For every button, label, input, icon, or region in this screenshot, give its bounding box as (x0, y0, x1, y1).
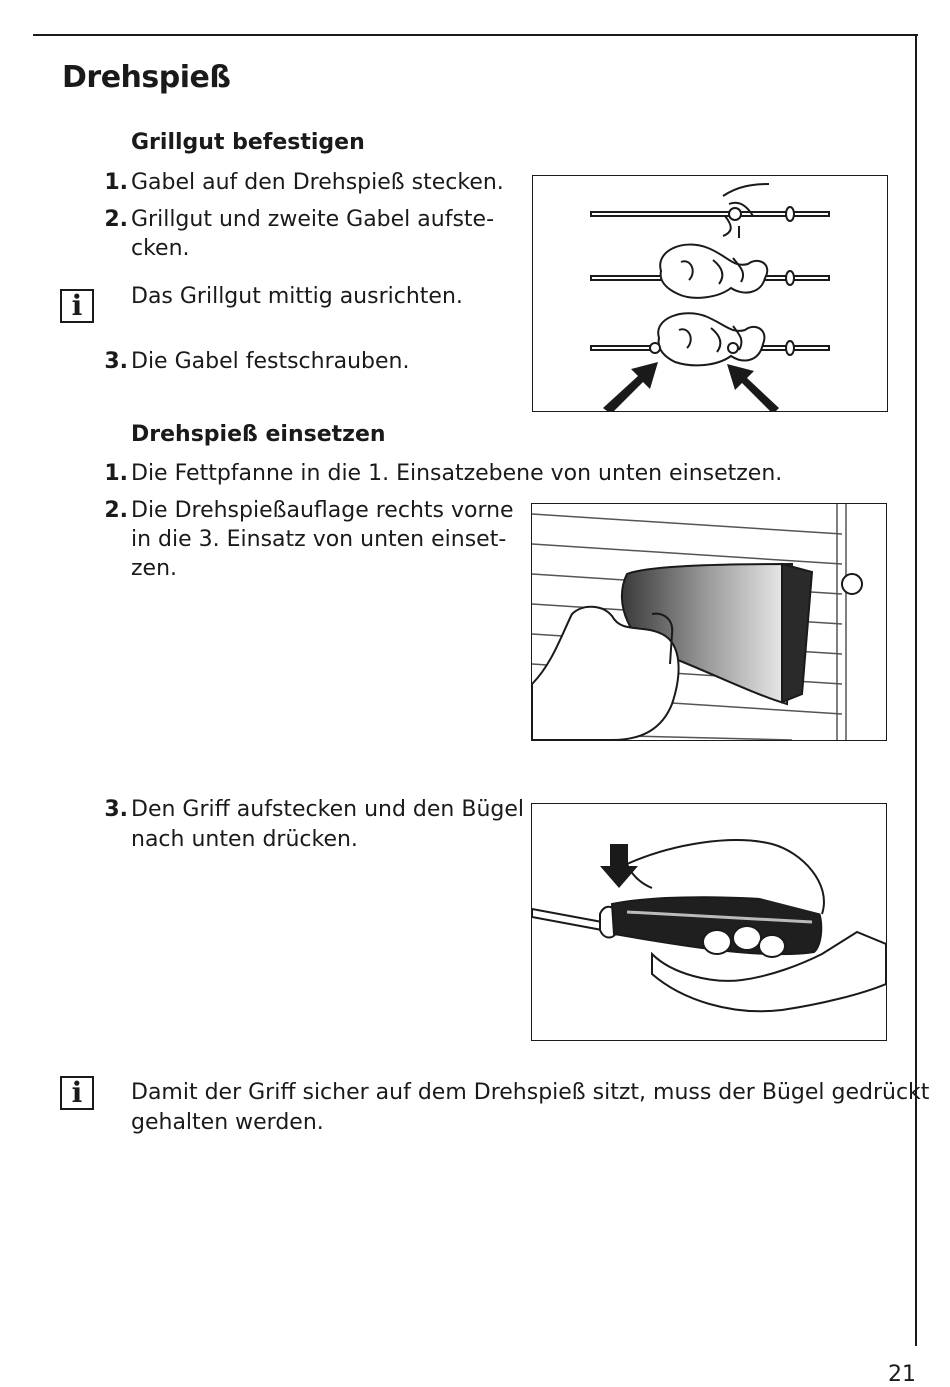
figure-spit-handle (531, 803, 887, 1041)
info-icon: i (60, 289, 94, 323)
step-text: Gabel auf den Drehspieß stecken. (131, 170, 504, 195)
step-text: Grillgut und zweite Gabel aufste- (131, 207, 495, 232)
note-text: Das Grillgut mittig ausrichten. (131, 284, 463, 309)
note-text (131, 1078, 929, 1138)
step-text: Die Drehspießauflage rechts vorne (131, 498, 514, 523)
step-number: 3. (104, 349, 128, 374)
right-rule (915, 34, 917, 1346)
step-text: nach unten drücken. (131, 827, 358, 852)
step-text: cken. (131, 236, 190, 261)
step-number: 2. (104, 207, 128, 232)
figure-spit-forks (532, 175, 888, 412)
top-rule (33, 34, 918, 36)
info-icon: i (60, 1076, 94, 1110)
step-number: 1. (104, 170, 128, 195)
figure-spit-support (531, 503, 887, 741)
note-line: gehalten werden. (131, 1110, 324, 1135)
step-text: zen. (131, 556, 178, 581)
step-number: 1. (104, 461, 128, 486)
section-heading-drehspiess-einsetzen: Drehspieß einsetzen (131, 422, 386, 447)
step-number: 2. (104, 498, 128, 523)
step-text: Die Fettpfanne in die 1. Einsatzebene von unten einsetzen. (131, 461, 783, 486)
step-text: Die Gabel festschrauben. (131, 349, 410, 374)
note-line: Damit der Griff sicher auf dem Drehspieß sitzt, muss der Bügel gedrückt (131, 1080, 930, 1105)
section-heading-grillgut-befestigen: Grillgut befestigen (131, 130, 365, 155)
step-text: Den Griff aufstecken und den Bügel (131, 797, 525, 822)
page-number: 21 (888, 1362, 916, 1387)
step-text: in die 3. Einsatz von unten einset- (131, 527, 507, 552)
page-title: Drehspieß (62, 60, 231, 95)
step-number: 3. (104, 797, 128, 822)
